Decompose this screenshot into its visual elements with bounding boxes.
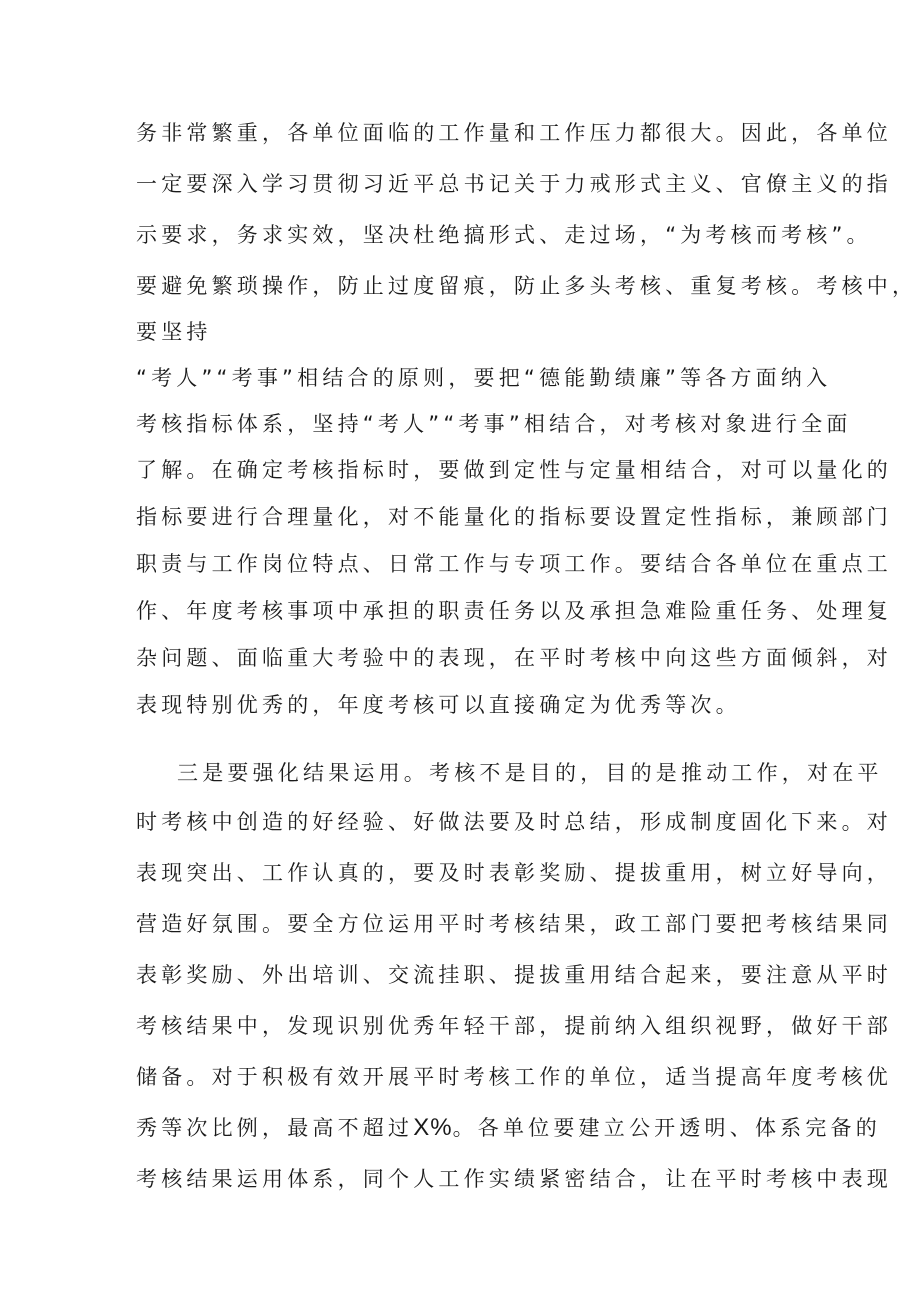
text-line: 表彰奖励、外出培训、交流挂职、提拔重用结合起来，要注意从平时 (136, 963, 892, 987)
text-line: 考核结果运用体系，同个人工作实绩紧密结合，让在平时考核中表现 (136, 1167, 892, 1191)
text-line: 表现特别优秀的，年度考核可以直接确定为优秀等次。 (136, 693, 741, 717)
text-line: 表现突出、工作认真的，要及时表彰奖励、提拔重用，树立好导向， (136, 861, 892, 885)
text-line: 营造好氛围。要全方位运用平时考核结果，政工部门要把考核结果同 (136, 912, 892, 936)
text-line: 务非常繁重，各单位面临的工作量和工作压力都很大。因此，各单位 (136, 121, 892, 145)
text-line: 一定要深入学习贯彻习近平总书记关于力戒形式主义、官僚主义的指 (136, 172, 892, 196)
text-line: 要坚持 (136, 320, 212, 344)
text-line-with-ratio (136, 1114, 881, 1142)
text-line: 时考核中创造的好经验、好做法要及时总结，形成制度固化下来。对 (136, 810, 892, 834)
text-line: 职责与工作岗位特点、日常工作与专项工作。要结合各单位在重点工 (136, 552, 892, 576)
text-line: “考人”“考事”相结合的原则，要把“德能勤绩廉”等各方面纳入 (136, 366, 832, 390)
text-line: 要避免繁琐操作，防止过度留痕，防止多头考核、重复考核。考核中， (136, 274, 918, 298)
text-line: 示要求，务求实效，坚决杜绝搞形式、走过场，“为考核而考核”。 (136, 223, 872, 247)
text-line: 三是要强化结果运用。考核不是目的，目的是推动工作，对在平 (177, 761, 883, 785)
text-line: 了解。在确定考核指标时，要做到定性与定量相结合，对可以量化的 (136, 458, 892, 482)
text-line: 作、年度考核事项中承担的职责任务以及承担急难险重任务、处理复 (136, 599, 892, 623)
text-segment: 秀等次比例，最高不超过 (136, 1116, 414, 1140)
text-line: 储备。对于积极有效开展平时考核工作的单位，适当提高年度考核优 (136, 1065, 892, 1089)
text-line: 指标要进行合理量化，对不能量化的指标要设置定性指标，兼顾部门 (136, 505, 892, 529)
text-line: 考核指标体系，坚持“考人”“考事”相结合，对考核对象进行全面 (136, 412, 852, 436)
ratio-value: X% (413, 1114, 453, 1141)
text-line: 杂问题、面临重大考验中的表现，在平时考核中向这些方面倾斜，对 (136, 646, 892, 670)
text-segment: 。各单位要建立公开透明、体系完备的 (452, 1116, 881, 1140)
text-line: 考核结果中，发现识别优秀年轻干部，提前纳入组织视野，做好干部 (136, 1014, 892, 1038)
